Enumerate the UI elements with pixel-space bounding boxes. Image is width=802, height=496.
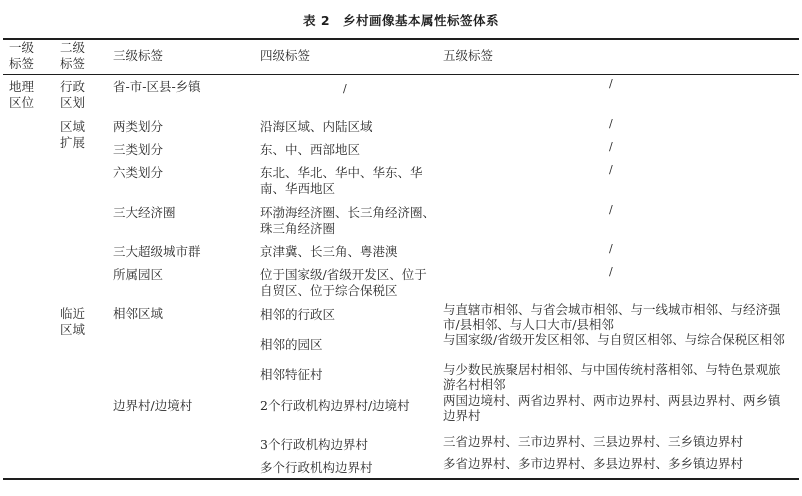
- level4-cell: 多个行政机构边界村: [260, 460, 373, 475]
- level5-cell: /: [609, 242, 613, 255]
- top-rule: [3, 38, 799, 40]
- level3-cell: 相邻区域: [113, 306, 164, 321]
- level3-cell: 省-市-区县-乡镇: [113, 79, 201, 94]
- level5-cell: 两国边境村、两省边界村、两市边界村、两县边界村、两乡镇边界村: [443, 393, 781, 423]
- level4-cell: 位于国家级/省级开发区、位于自贸区、位于综合保税区: [260, 267, 427, 298]
- level1-label: 地理区位: [9, 79, 35, 110]
- bottom-rule: [3, 478, 799, 480]
- level5-cell: /: [609, 140, 613, 153]
- level3-cell: 六类划分: [113, 165, 164, 180]
- level5-cell: /: [609, 265, 613, 278]
- header-level5: 五级标签: [443, 48, 494, 63]
- level3-cell: 边界村/边境村: [113, 398, 193, 413]
- level5-cell: 与少数民族聚居村相邻、与中国传统村落相邻、与特色景观旅游名村相邻: [443, 362, 781, 392]
- level5-cell: /: [609, 117, 613, 130]
- level4-cell: 相邻的园区: [260, 337, 323, 352]
- level3-cell: 三大超级城市群: [113, 244, 201, 259]
- level3-cell: 两类划分: [113, 119, 164, 134]
- level4-cell: /: [343, 82, 347, 95]
- header-level2: 二级标签: [60, 40, 86, 71]
- header-level1: 一级标签: [9, 40, 35, 71]
- header-rule: [3, 74, 799, 75]
- level5-cell: 多省边界村、多市边界村、多县边界村、多乡镇边界村: [443, 456, 744, 471]
- level4-cell: 2个行政机构边界村/边境村: [260, 398, 410, 413]
- level3-cell: 三大经济圈: [113, 205, 176, 220]
- level4-cell: 相邻特征村: [260, 367, 323, 382]
- level4-cell: 相邻的行政区: [260, 307, 336, 322]
- level5-cell: 与国家级/省级开发区相邻、与自贸区相邻、与综合保税区相邻: [443, 332, 785, 347]
- level4-cell: 环渤海经济圈、长三角经济圈、珠三角经济圈: [260, 205, 436, 236]
- level3-cell: 所属园区: [113, 267, 164, 282]
- level4-cell: 京津冀、长三角、粤港澳: [260, 244, 398, 259]
- level4-cell: 沿海区域、内陆区域: [260, 119, 373, 134]
- level4-cell: 东北、华北、华中、华东、华南、华西地区: [260, 165, 423, 196]
- level2-label-region: 区域扩展: [60, 119, 86, 150]
- table-title: 表 2 乡村画像基本属性标签体系: [302, 13, 500, 28]
- level2-label-admin: 行政区划: [60, 79, 86, 110]
- level5-cell: /: [609, 77, 613, 90]
- level5-cell: /: [609, 163, 613, 176]
- level3-cell: 三类划分: [113, 142, 164, 157]
- level4-cell: 3个行政机构边界村: [260, 437, 368, 452]
- header-level4: 四级标签: [260, 48, 311, 63]
- header-level3: 三级标签: [113, 48, 164, 63]
- level5-cell: /: [609, 203, 613, 216]
- level4-cell: 东、中、西部地区: [260, 142, 361, 157]
- level5-cell: 三省边界村、三市边界村、三县边界村、三乡镇边界村: [443, 434, 744, 449]
- level5-cell: 与直辖市相邻、与省会城市相邻、与一线城市相邻、与经济强市/县相邻、与人口大市/县相邻: [443, 302, 781, 332]
- level2-label-adjacent: 临近区域: [60, 306, 86, 337]
